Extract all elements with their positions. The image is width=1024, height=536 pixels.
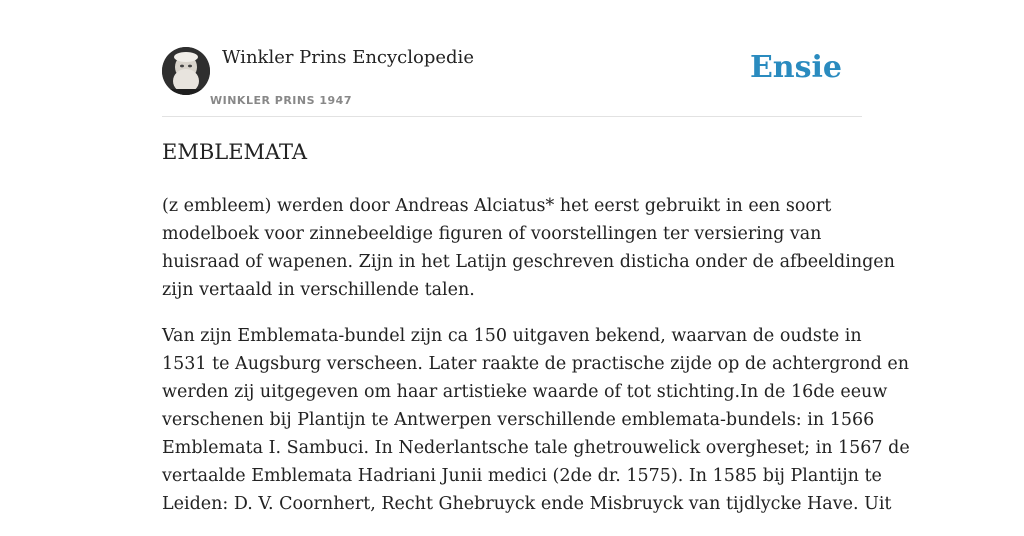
source-title[interactable]: Winkler Prins Encyclopedie	[222, 47, 474, 68]
article-body	[162, 192, 910, 536]
avatar-icon	[162, 47, 210, 95]
source-subtitle[interactable]: WINKLER PRINS 1947	[210, 94, 352, 107]
text-line: zijn vertaald in verschillende talen.	[162, 280, 475, 300]
text-line: huisraad of wapenen. Zijn in het Latijn geschreven disticha onder de afbeeldingen	[162, 252, 895, 272]
avatar[interactable]	[162, 47, 210, 95]
page-title: EMBLEMATA	[162, 140, 308, 164]
text-line: modelboek voor zinnebeeldige figuren of voorstellingen ter versiering van	[162, 224, 822, 244]
text-line: Emblemata I. Sambuci. In Nederlantsche tale ghetrouwelick overgheset; in 1567 de	[162, 438, 910, 458]
text-line: werden zij uitgegeven om haar artistieke waarde of tot stichting.In de 16de eeuw	[162, 382, 888, 402]
text-line: (z embleem) werden door Andreas Alciatus* het eerst gebruikt in een soort	[162, 196, 832, 216]
paragraph	[162, 322, 910, 518]
text-line: vertaalde Emblemata Hadriani Junii medici (2de dr. 1575). In 1585 bij Plantijn te	[162, 466, 882, 486]
source-header	[162, 44, 862, 117]
ensie-logo[interactable]: Ensie	[749, 50, 842, 85]
text-line: Leiden: D. V. Coornhert, Recht Ghebruyck ende Misbruyck van tijdlycke Have. Uit	[162, 494, 892, 514]
text-line: Van zijn Emblemata-bundel zijn ca 150 uitgaven bekend, waarvan de oudste in	[162, 326, 862, 346]
text-line: verschenen bij Plantijn te Antwerpen verschillende emblemata-bundels: in 1566	[162, 410, 875, 430]
text-line: 1531 te Augsburg verscheen. Later raakte de practische zijde op de achtergrond en	[162, 354, 910, 374]
paragraph	[162, 192, 895, 304]
